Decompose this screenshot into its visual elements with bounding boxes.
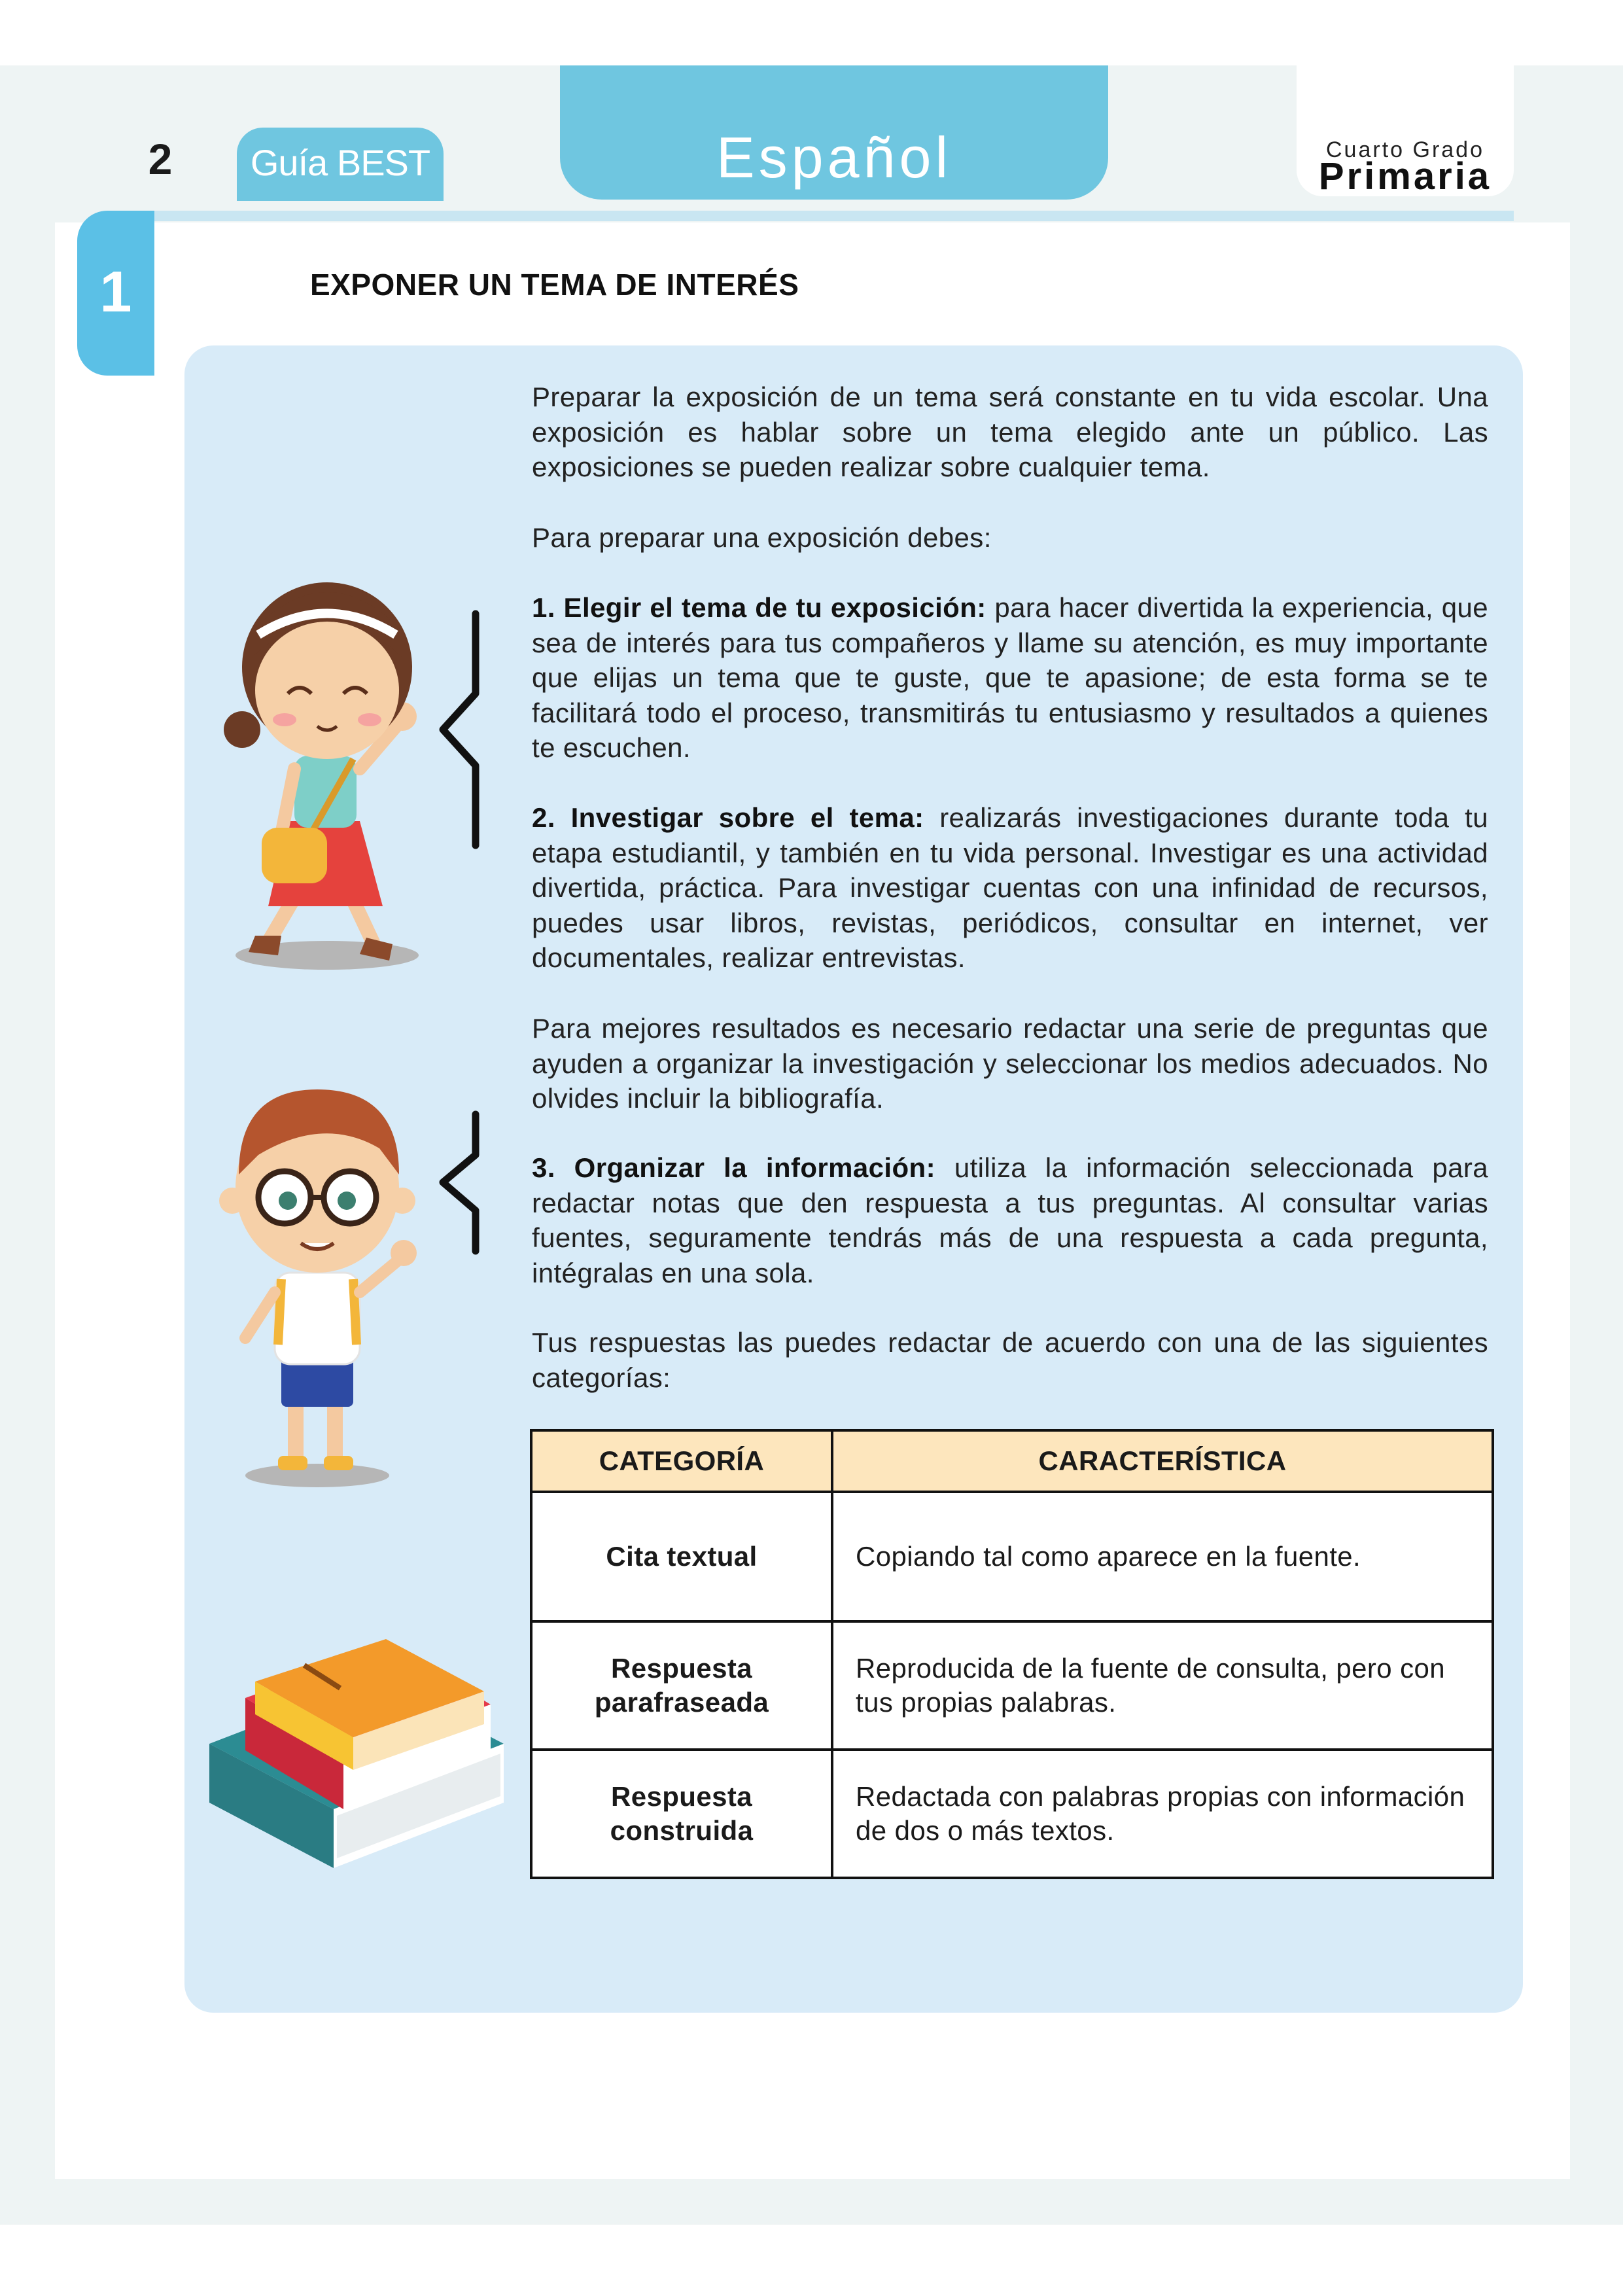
header-divider — [154, 211, 1514, 221]
row-category: Cita textual — [531, 1492, 832, 1621]
step-1-paragraph — [532, 590, 1488, 766]
results-paragraph: Para mejores resultados es necesario redactar una serie de preguntas que ayuden a organizar la investigación y seleccionar los medios adecuados. No olvides incluir la bibliografía. — [532, 1013, 1488, 1114]
step-3-paragraph — [532, 1150, 1488, 1290]
row-characteristic: Copiando tal como aparece en la fuente. — [832, 1492, 1493, 1621]
intro-paragraph: Preparar la exposición de un tema será constante en tu vida escolar. Una exposición es hablar sobre un tema elegido ante un público. Las exposiciones se pueden realizar sobre cualquier tema. — [532, 381, 1488, 482]
table-header-row — [531, 1430, 1493, 1492]
girl-illustration — [203, 559, 438, 978]
step-2-paragraph — [532, 800, 1488, 976]
step-2-text: realizarás investigaciones durante toda tu etapa estudiantil, y también en tu vida personal. Investigar es una actividad divertida, práctica. Para investigar cuentas con una infinidad de recursos, puedes usar libros, revistas, periódicos, consultar en internet, ver documentales, realizar entrevistas. — [532, 802, 1488, 973]
step-2-title: 2. Investigar sobre el tema: — [532, 802, 924, 833]
row-characteristic: Redactada con palabras propias con información de dos o más textos. — [832, 1750, 1493, 1878]
categories-intro: Tus respuestas las puedes redactar de acuerdo con una de las siguientes categorías: — [532, 1327, 1488, 1393]
header-characteristic: CARACTERÍSTICA — [832, 1430, 1493, 1492]
boy-illustration — [213, 1063, 435, 1495]
level-label: Primaria — [1318, 155, 1492, 198]
books-illustration — [196, 1639, 517, 1881]
row-characteristic: Reproducida de la fuente de consulta, pero con tus propias palabras. — [832, 1621, 1493, 1750]
row-category: Respuesta parafraseada — [531, 1621, 832, 1750]
header-category: CATEGORÍA — [531, 1430, 832, 1492]
table-row — [531, 1621, 1493, 1750]
table-row — [531, 1492, 1493, 1621]
step-3-title: 3. Organizar la información: — [532, 1152, 935, 1183]
row-category: Respuesta construida — [531, 1750, 832, 1878]
guide-underline — [237, 194, 444, 201]
brace-icon — [435, 609, 487, 851]
subject-title: Español — [716, 125, 952, 190]
section-title: EXPONER UN TEMA DE INTERÉS — [310, 268, 799, 302]
grade-label: Cuarto Grado — [1326, 137, 1484, 162]
table-row — [531, 1750, 1493, 1878]
step-1-text: para hacer divertida la experiencia, que sea de interés para tus compañeros y llame su atención, es muy importante que elijas un tema que te guste, que te apasione; de esta forma se te facilitará todo el proceso, transmitirás tu entusiasmo y resultados a quienes te escuchen. — [532, 592, 1488, 763]
guide-label: Guía BEST — [237, 128, 444, 194]
categories-table — [530, 1429, 1494, 1879]
step-3-text: utiliza la información seleccionada para redactar notas que den respuesta a tus preguntas. Al consultar varias fuentes, seguramente tendrás más de una respuesta a cada pregunta, intégralas en una sola. — [532, 1152, 1488, 1288]
page-number: 2 — [148, 135, 173, 183]
steps-intro: Para preparar una exposición debes: — [532, 522, 992, 553]
brace-icon — [435, 1109, 487, 1256]
section-number: 1 — [99, 259, 132, 324]
step-1-title: 1. Elegir el tema de tu exposición: — [532, 592, 986, 623]
